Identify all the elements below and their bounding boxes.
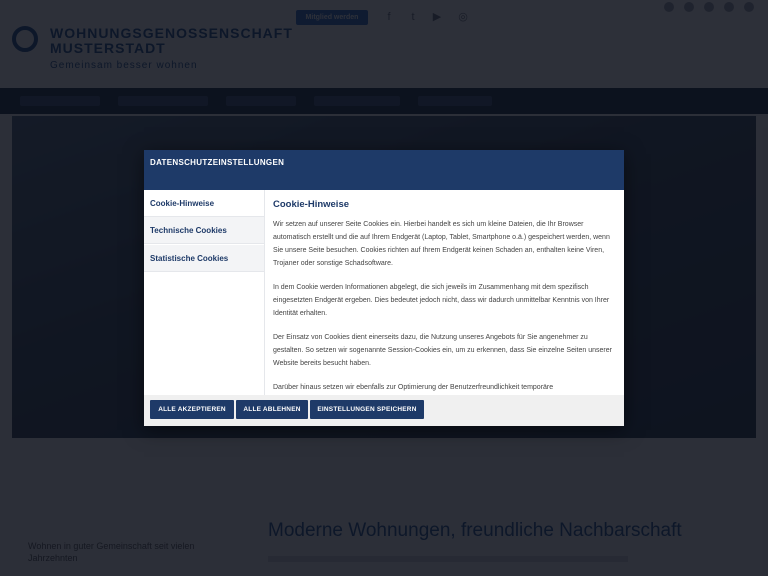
content-paragraph: Darüber hinaus setzen wir ebenfalls zur Optimierung der Benutzerfreundlichkeit temporäre bbox=[273, 384, 554, 391]
reject-all-button[interactable]: ALLE ABLEHNEN bbox=[236, 400, 308, 419]
modal-title: DATENSCHUTZEINSTELLUNGEN bbox=[150, 158, 285, 167]
tab-cookie-hinweise[interactable]: Cookie-Hinweise bbox=[144, 190, 264, 217]
cookie-content-panel[interactable] bbox=[273, 190, 617, 395]
privacy-settings-modal bbox=[144, 150, 624, 426]
content-title: Cookie-Hinweise bbox=[273, 199, 350, 210]
tab-technische-cookies[interactable]: Technische Cookies bbox=[144, 217, 264, 244]
content-paragraph: Wir setzen auf unserer Seite Cookies ein. Hierbei handelt es sich um kleine Dateien, die Ihr Browser automatisch erstellt und die auf Ihrem Endgerät (Laptop, Tablet, Smartphone o.ä.) gespeichert werden, wenn Sie unsere Seite besuchen. Cookies richten auf Ihrem Endgerät keinen Schaden an, enthalten keine Viren, Trojaner oder sonstige Schadsoftware. bbox=[273, 221, 610, 267]
content-text bbox=[273, 218, 617, 395]
save-settings-button[interactable]: EINSTELLUNGEN SPEICHERN bbox=[310, 400, 424, 419]
modal-footer bbox=[144, 395, 624, 426]
tab-statistische-cookies[interactable]: Statistische Cookies bbox=[144, 245, 264, 272]
modal-header bbox=[144, 150, 624, 190]
cookie-tabs bbox=[144, 190, 265, 395]
accept-all-button[interactable]: ALLE AKZEPTIEREN bbox=[150, 400, 234, 419]
content-paragraph: Der Einsatz von Cookies dient einerseits dazu, die Nutzung unseres Angebots für Sie angenehmer zu gestalten. So setzen wir sogenannte Session-Cookies ein, um zu erkennen, dass Sie einzelne Seiten unserer Website bereits besucht haben. bbox=[273, 334, 612, 367]
content-paragraph: In dem Cookie werden Informationen abgelegt, die sich jeweils im Zusammenhang mit dem spezifisch eingesetzten Endgerät ergeben. Dies bedeutet jedoch nicht, dass wir dadurch unmittelbar Kenntnis von Ihrer Identität erhalten. bbox=[273, 284, 610, 317]
